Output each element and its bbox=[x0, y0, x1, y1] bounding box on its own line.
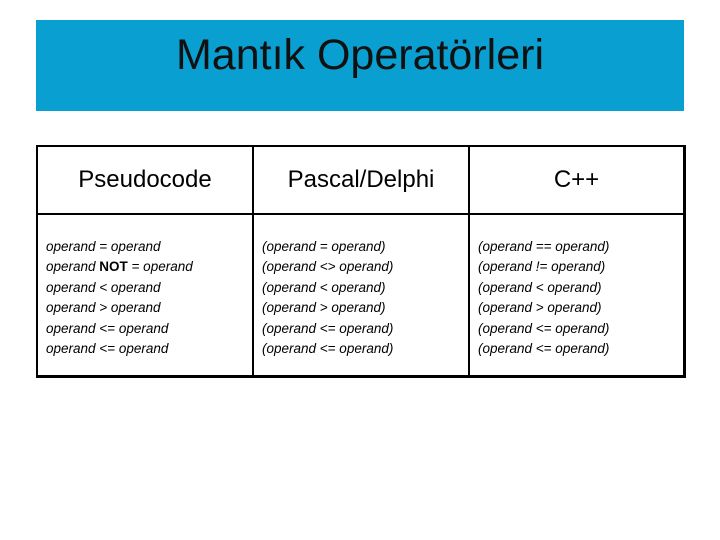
operators-table bbox=[38, 147, 683, 375]
pseudocode-keyword: NOT bbox=[99, 259, 128, 275]
pseudocode-line bbox=[46, 237, 252, 257]
pseudocode-line bbox=[46, 298, 252, 318]
operators-table-frame bbox=[36, 145, 686, 378]
cpp-line: (operand < operand) bbox=[478, 279, 602, 295]
pascal-line: (operand > operand) bbox=[262, 300, 386, 316]
pseudocode-line bbox=[46, 319, 252, 339]
pseudocode-text: operand = operand bbox=[46, 239, 161, 254]
pseudocode-text: operand <= operand bbox=[46, 320, 169, 336]
slide-title: Mantık Operatörleri bbox=[175, 31, 545, 79]
pascal-line: (operand <> operand) bbox=[262, 259, 394, 275]
table-header-row bbox=[38, 147, 683, 214]
pseudocode-text: operand <= operand bbox=[46, 340, 169, 356]
cpp-line: (operand <= operand) bbox=[478, 320, 610, 336]
pseudocode-text: operand < operand bbox=[46, 279, 161, 295]
cpp-line: (operand <= operand) bbox=[478, 340, 610, 356]
pseudocode-text: operand > operand bbox=[46, 300, 161, 316]
cpp-line: (operand == operand) bbox=[478, 239, 610, 254]
pascal-line: (operand < operand) bbox=[262, 279, 386, 295]
pseudocode-text: = operand bbox=[127, 259, 193, 275]
pascal-line: (operand = operand) bbox=[262, 239, 386, 254]
title-bar bbox=[36, 20, 684, 111]
header-pascal-delphi: Pascal/Delphi bbox=[253, 147, 469, 214]
pseudocode-cell bbox=[38, 214, 253, 375]
cpp-line: (operand != operand) bbox=[478, 259, 606, 275]
table-body-row bbox=[38, 214, 683, 375]
pseudocode-line bbox=[46, 339, 252, 359]
pascal-line: (operand <= operand) bbox=[262, 340, 394, 356]
pascal-cell bbox=[253, 214, 469, 375]
pseudocode-line bbox=[46, 257, 252, 277]
header-pseudocode: Pseudocode bbox=[38, 147, 253, 214]
header-cpp: C++ bbox=[469, 147, 683, 214]
pseudocode-text: operand bbox=[46, 259, 100, 275]
cpp-cell bbox=[469, 214, 683, 375]
pascal-line: (operand <= operand) bbox=[262, 320, 394, 336]
pseudocode-line bbox=[46, 278, 252, 298]
cpp-line: (operand > operand) bbox=[478, 300, 602, 316]
